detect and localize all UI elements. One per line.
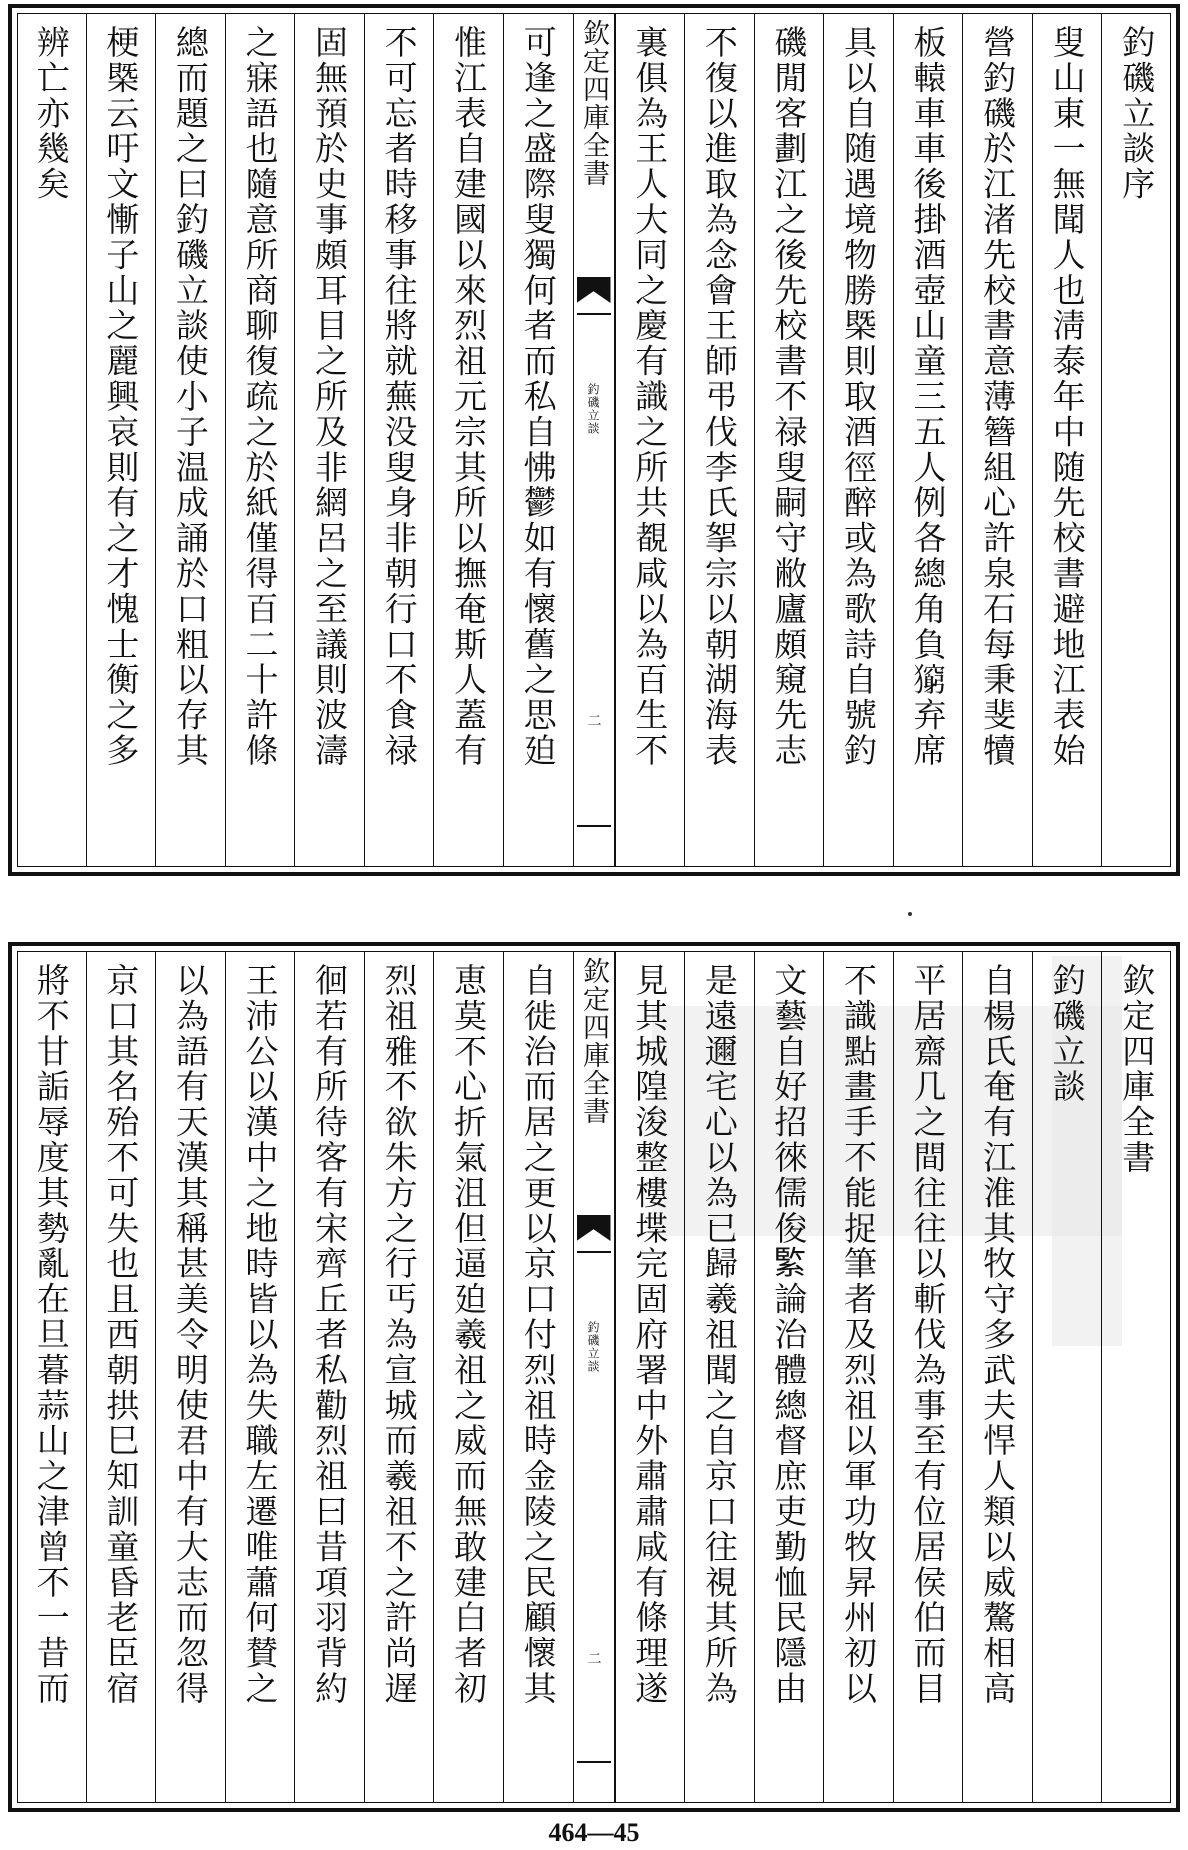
text-column: 總而題之曰釣磯立談使小子温成誦於口粗以存其 (155, 13, 225, 867)
fish-tail-rule (577, 1251, 611, 1253)
text-column: 板轅車車後掛酒壺山童三五人例各總角負𤢶弃席 (893, 13, 963, 867)
fish-tail-mark (577, 1215, 611, 1241)
bottom-page (8, 942, 1180, 1812)
text-column: 將不甘詬辱度其勢亂在旦暮蒜山之津曾不一昔而 (31, 963, 71, 1707)
text-column: 京口其名殆不可失也且西朝拱巳知訓童昏老臣宿 (86, 951, 156, 1803)
text-column: 徊若有所待客有宋齊丘者私勸烈祖曰昔項羽背約 (294, 951, 364, 1803)
text-column: 磯閒客劃江之後先校書不禄叟嗣守敝廬頗窺先志 (754, 13, 824, 867)
text-column: 以為語有天漢其稱甚美令明使君中有大志而忽得 (155, 951, 225, 1803)
text-column: 平居齋几之間往往以斬伐為事至有位居侯伯而目 (893, 951, 963, 1803)
text-column: 王沛公以漢中之地時皆以為失職左遷唯蕭何賛之 (225, 951, 295, 1803)
text-column: 自徙治而居之更以京口付烈祖時金陵之民顧懷其 (503, 951, 573, 1803)
text-column: 惟江表自建國以來烈祖元宗其所以撫奄斯人蓋有 (433, 13, 503, 867)
leaf-mark: 二 (585, 1651, 602, 1665)
text-column: 烈祖雅不欲朱方之行丐為宣城而羲祖不之許尚遅 (364, 951, 434, 1803)
text-column: 恵莫不心折氣沮但逼廹羲祖之威而無敢建白者初 (433, 951, 503, 1803)
text-column: 欽定四庫全書 (1101, 951, 1171, 1803)
text-column: 叟山東一無聞人也淸泰年中随先校書避地江表始 (1032, 13, 1102, 867)
fish-tail-mark (577, 277, 611, 303)
scan-speck (908, 912, 912, 916)
text-column: 不可忘者時移事往將就蕪没叟身非朝行口不食禄 (364, 13, 434, 867)
text-column: 見其城隍浚整樓堞完固府署中外肅肅咸有條理遂 (615, 951, 685, 1803)
text-column: 釣磯立談 (1032, 951, 1102, 1803)
text-column: 釣磯立談序 (1101, 13, 1171, 867)
book-header: 欽定四庫全書 (578, 19, 609, 187)
text-column: 是遠邇宅心以為已歸羲祖聞之自京口往視其所為 (684, 951, 754, 1803)
bottom-text-columns (17, 951, 1171, 1803)
fish-tail-rule (577, 313, 611, 315)
fish-tail-rule (577, 825, 611, 827)
text-column: 可逢之盛際叟獨何者而私自怫鬱如有懷舊之思廹 (503, 13, 573, 867)
text-column: 梗槩云吁文慚子山之麗興哀則有之才愧士衡之多 (86, 13, 156, 867)
text-column: 辨亡亦幾矣 (31, 25, 71, 202)
text-column: 文藝自好招徠儒俊𦂳論治體總督庶吏勤恤民隱由 (754, 951, 824, 1803)
text-column: 不識點畫手不能捉筆者及烈祖以軍功牧昇州初以 (823, 951, 893, 1803)
book-subtitle: 釣磯立談 (586, 1321, 600, 1373)
text-column: 不復以進取為念會王師弔伐李氏挐宗以朝湖海表 (684, 13, 754, 867)
top-text-columns (17, 13, 1171, 867)
fish-tail-rule (577, 1761, 611, 1763)
text-column: 自楊氏奄有江淮其牧守多武夫悍人類以威驁相高 (962, 951, 1032, 1803)
text-column: 裏俱為王人大同之慶有識之所共覩咸以為百生不 (615, 13, 685, 867)
text-column: 固無預於史事頗耳目之所及非網呂之至議則波濤 (294, 13, 364, 867)
text-column: 之寐語也隨意所商聊復疏之於紙僅得百二十許條 (225, 13, 295, 867)
book-header: 欽定四庫全書 (578, 957, 609, 1125)
text-column: 具以自随遇境物勝槩則取酒徑醉或為歌詩自號釣 (823, 13, 893, 867)
top-page (8, 4, 1180, 876)
leaf-mark: 二 (585, 713, 602, 727)
text-column: 營釣磯於江渚先校書意薄簪組心許泉石每秉斐犢 (962, 13, 1032, 867)
page-number: 464—45 (548, 1818, 640, 1847)
book-subtitle: 釣磯立談 (586, 383, 600, 435)
fold-center-column (573, 13, 615, 867)
fold-center-column (573, 951, 615, 1803)
